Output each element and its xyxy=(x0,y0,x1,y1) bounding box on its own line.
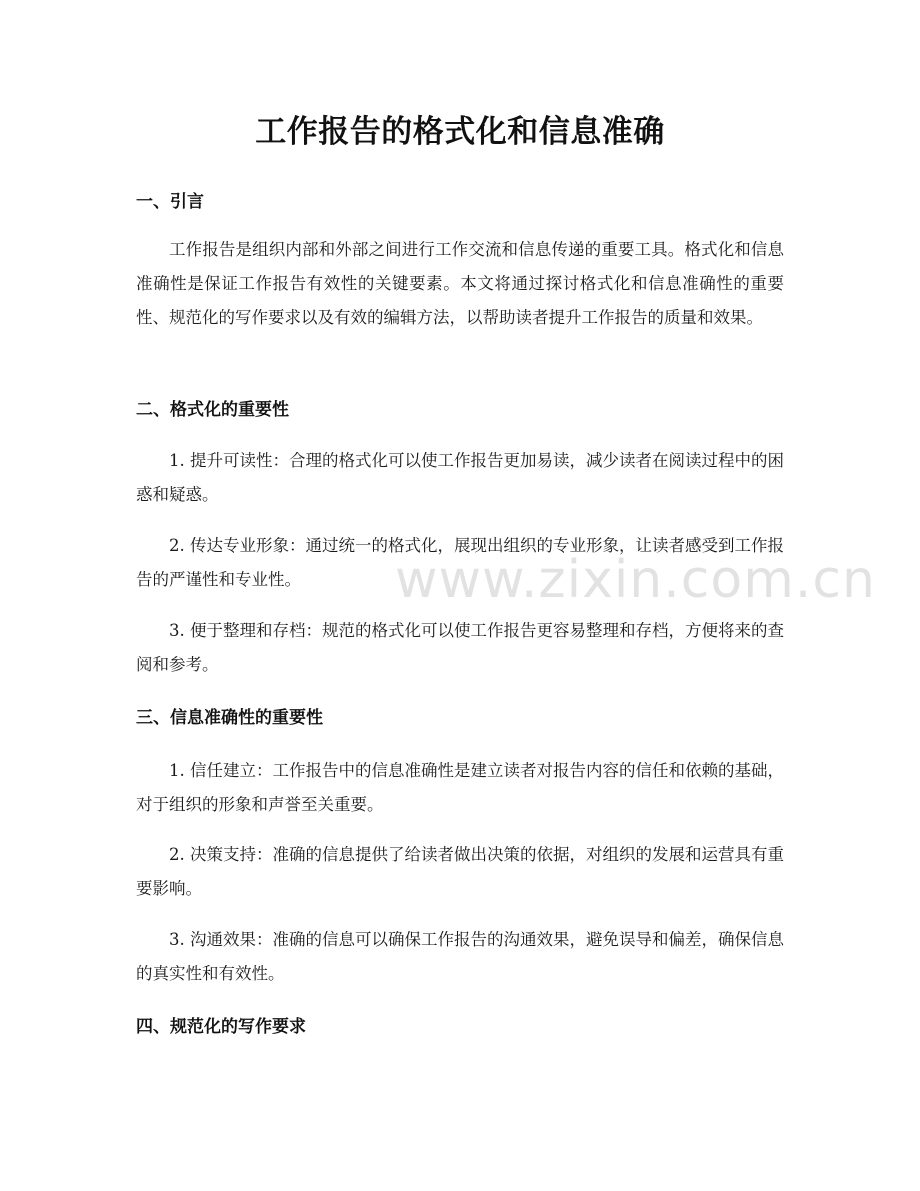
section-heading-formatting: 二、格式化的重要性 xyxy=(136,400,289,420)
section-heading-accuracy: 三、信息准确性的重要性 xyxy=(136,708,323,728)
section-heading-introduction: 一、引言 xyxy=(136,192,204,212)
paragraph-formatting-3: 3. 便于整理和存档：规范的格式化可以使工作报告更容易整理和存档，方便将来的查阅和参考。 xyxy=(136,621,784,674)
paragraph-accuracy-2: 2. 决策支持：准确的信息提供了给读者做出决策的依据，对组织的发展和运营具有重要影响。 xyxy=(136,845,784,898)
paragraph-accuracy-1: 1. 信任建立：工作报告中的信息准确性是建立读者对报告内容的信任和依赖的基础，对于组织的形象和声誉至关重要。 xyxy=(136,761,784,814)
paragraph-accuracy-3: 3. 沟通效果：准确的信息可以确保工作报告的沟通效果，避免误导和偏差，确保信息的真实性和有效性。 xyxy=(136,930,784,983)
paragraph-formatting-1: 1. 提升可读性：合理的格式化可以使工作报告更加易读，减少读者在阅读过程中的困惑和疑惑。 xyxy=(136,451,784,504)
section-heading-writing-requirements: 四、规范化的写作要求 xyxy=(136,1017,306,1037)
paragraph-introduction: 工作报告是组织内部和外部之间进行工作交流和信息传递的重要工具。格式化和信息准确性是保证工作报告有效性的关键要素。本文将通过探讨格式化和信息准确性的重要性、规范化的写作要求以及有效的编辑方法，以帮助读者提升工作报告的质量和效果。 xyxy=(136,240,784,327)
document-title: 工作报告的格式化和信息准确 xyxy=(255,114,665,150)
watermark: www.zixin.com.cn xyxy=(395,550,876,610)
paragraph-formatting-2: 2. 传达专业形象：通过统一的格式化，展现出组织的专业形象，让读者感受到工作报告的严谨性和专业性。 xyxy=(136,536,784,589)
